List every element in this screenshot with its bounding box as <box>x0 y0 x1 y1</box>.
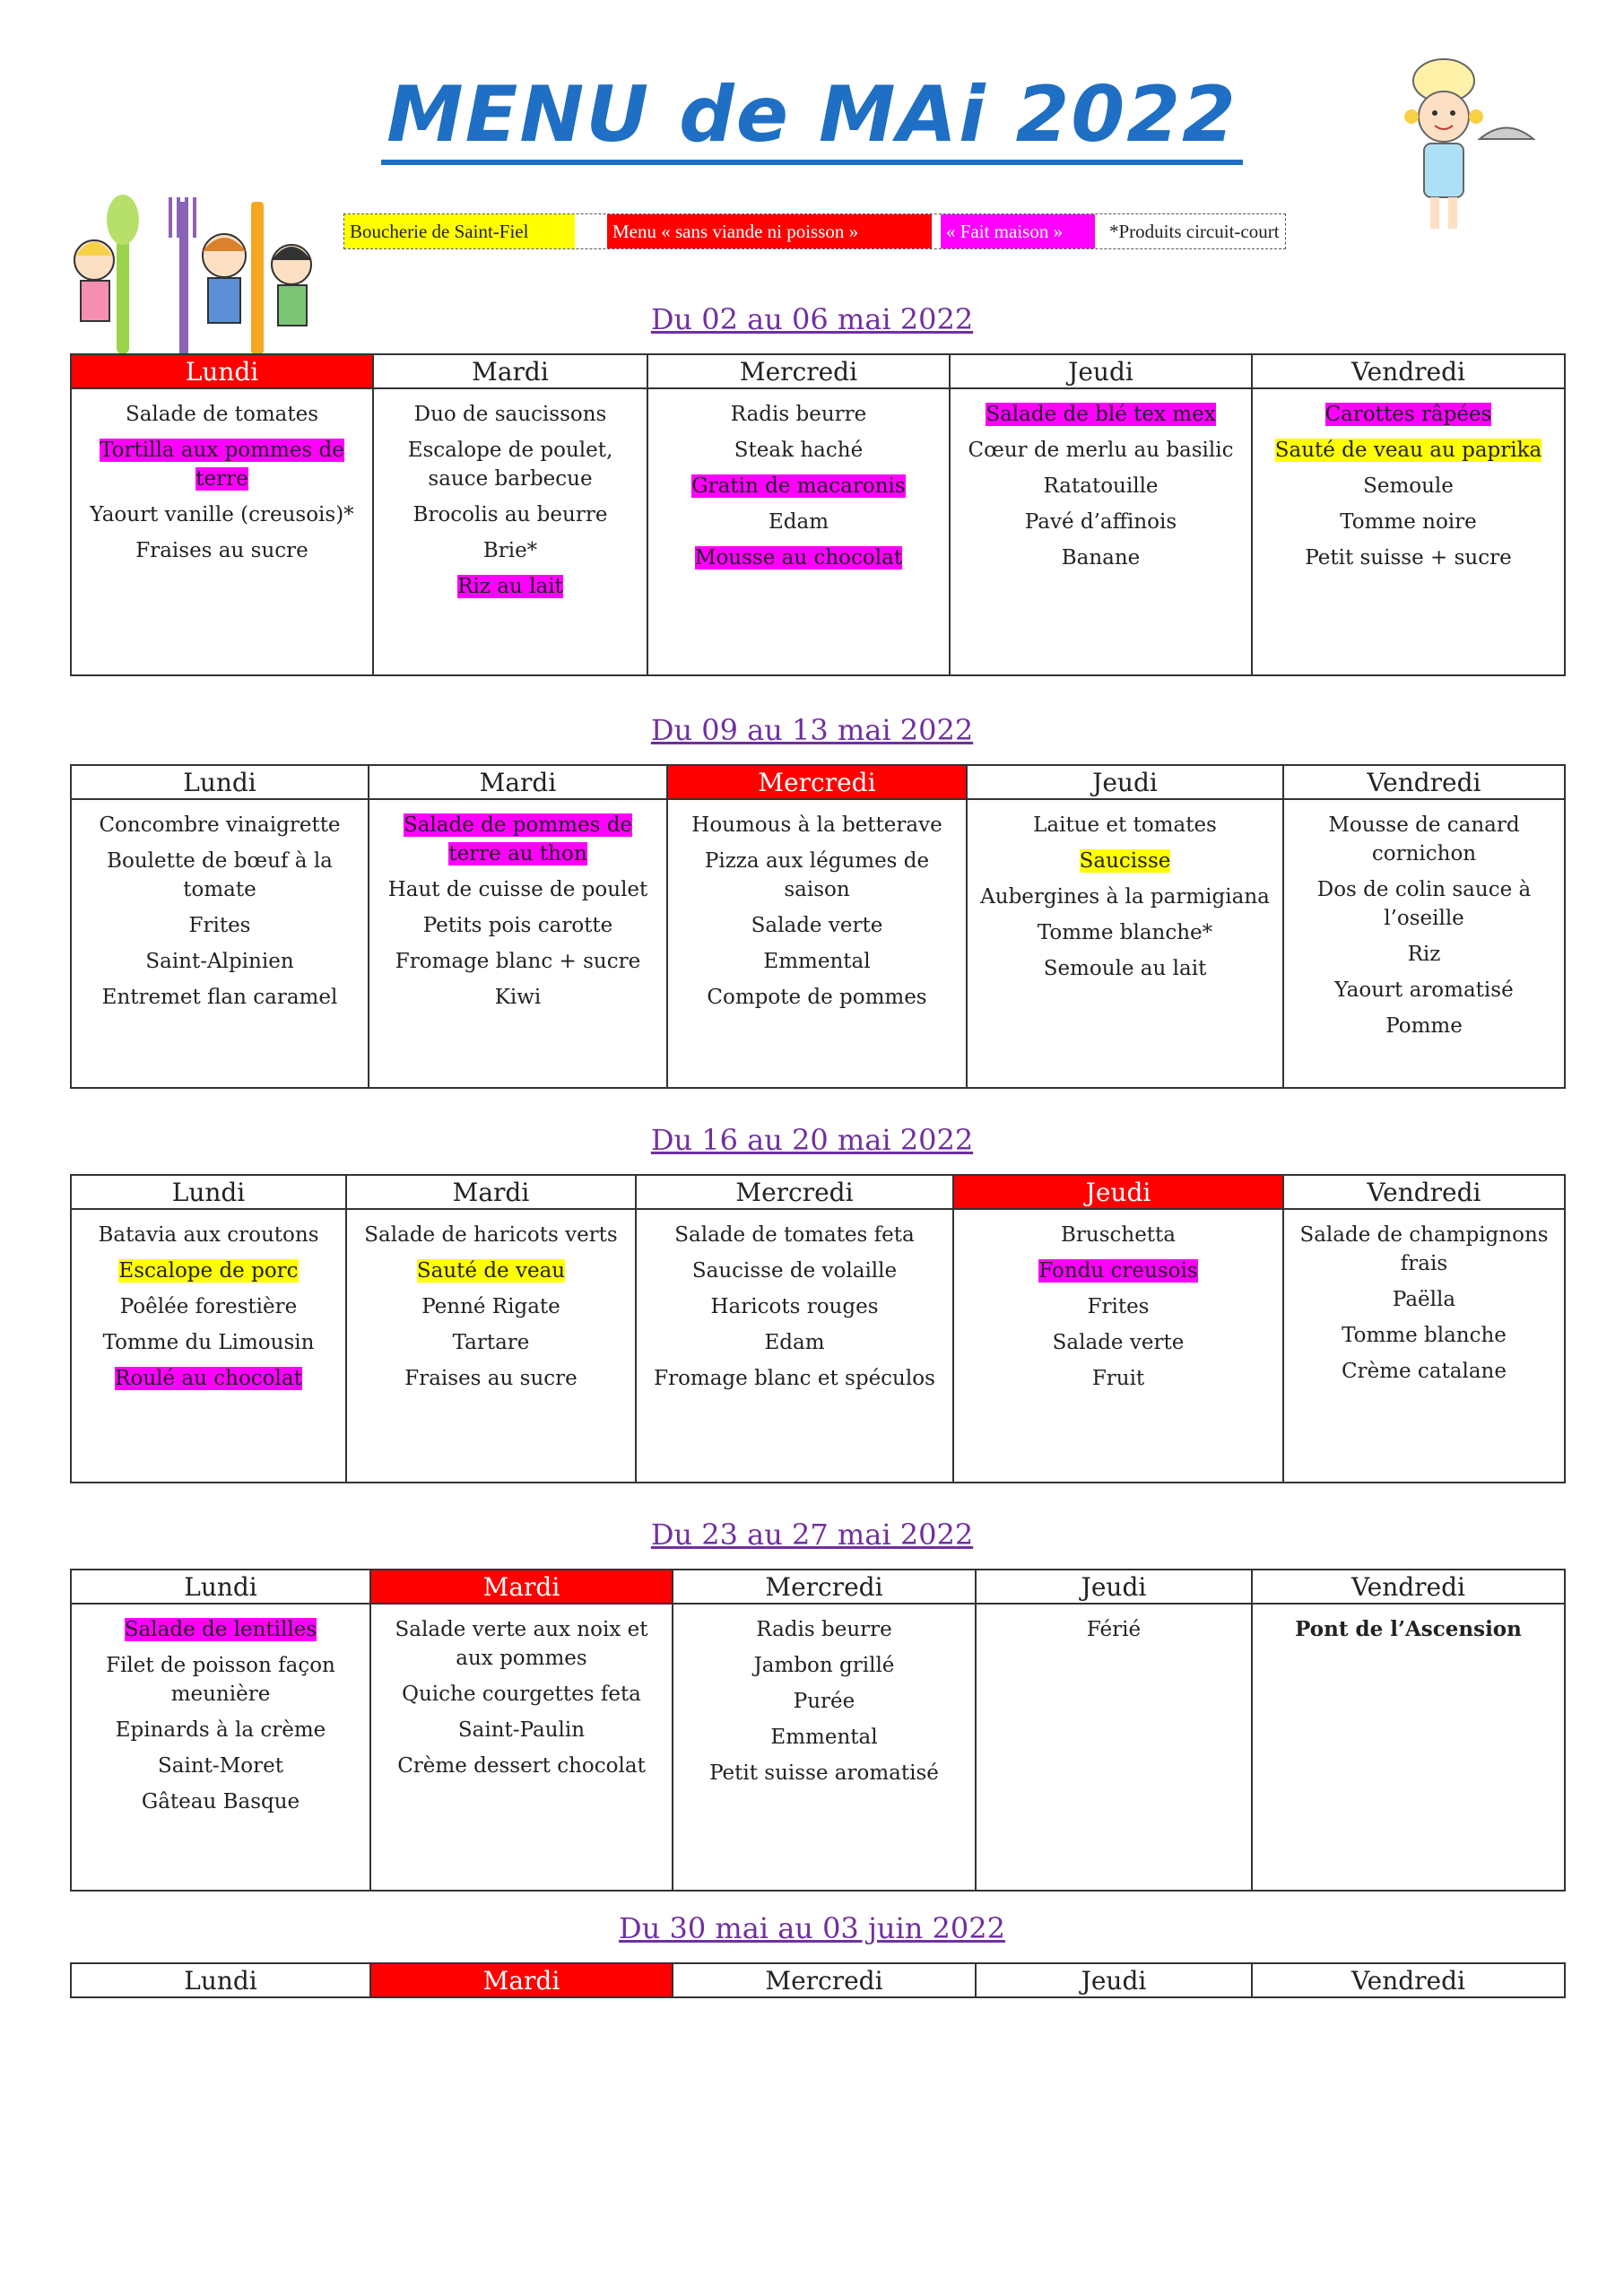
week-title: Du 16 au 20 mai 2022 <box>650 1123 974 1157</box>
menu-item: Fondu creusois <box>1038 1259 1198 1283</box>
week-title: Du 09 au 13 mai 2022 <box>650 713 974 747</box>
menu-item: Salade verte <box>751 914 883 937</box>
menu-item: Brie* <box>482 539 538 562</box>
week-title: Du 23 au 27 mai 2022 <box>650 1518 974 1552</box>
day-header: Vendredi <box>1283 1175 1565 1209</box>
menu-item: Salade verte <box>1052 1331 1185 1354</box>
menu-item: Sauté de veau <box>416 1259 566 1283</box>
day-header: Lundi <box>71 765 369 799</box>
day-header: Jeudi <box>967 765 1283 799</box>
menu-item: Mousse de canard cornichon <box>1328 813 1520 865</box>
menu-item: Mousse au chocolat <box>694 546 903 570</box>
menu-item: Tomme du Limousin <box>102 1331 315 1354</box>
day-header: Mercredi <box>673 1963 976 1997</box>
menu-item: Férié <box>1086 1618 1142 1641</box>
menu-item: Tomme noire <box>1340 510 1477 534</box>
menu-item: Radis beurre <box>756 1618 892 1641</box>
day-header: Lundi <box>71 1570 370 1604</box>
menu-item: Penné Rigate <box>421 1295 560 1318</box>
menu-item: Salade de blé tex mex <box>986 403 1216 426</box>
menu-item: Crème catalane <box>1342 1360 1507 1383</box>
menu-item: Kiwi <box>494 986 542 1009</box>
menu-item: Salade de haricots verts <box>364 1223 618 1247</box>
menu-item: Edam <box>768 510 829 534</box>
menu-item: Radis beurre <box>730 403 867 426</box>
menu-item: Laitue et tomates <box>1033 813 1217 837</box>
menu-item: Pavé d’affinois <box>1024 510 1177 534</box>
menu-item: Tartare <box>452 1331 530 1354</box>
menu-item: Pomme <box>1385 1014 1463 1038</box>
day-header: Mercredi <box>647 354 950 388</box>
menu-item: Riz au lait <box>457 575 563 598</box>
menu-table-week-2 <box>70 764 1566 1089</box>
menu-item: Frites <box>1087 1295 1150 1318</box>
menu-item: Gâteau Basque <box>141 1790 300 1813</box>
chef-girl-illustration <box>1372 54 1551 242</box>
menu-item: Quiche courgettes feta <box>402 1683 641 1706</box>
menu-item: Fraises au sucre <box>404 1367 578 1390</box>
menu-item: Compote de pommes <box>707 986 927 1009</box>
day-header: Jeudi <box>976 1570 1252 1604</box>
menu-item: Petits pois carotte <box>422 914 613 937</box>
menu-item: Salade de champignons frais <box>1299 1223 1549 1275</box>
menu-item: Duo de saucissons <box>413 403 607 426</box>
menu-item: Ratatouille <box>1043 474 1159 498</box>
day-header: Mardi <box>369 765 667 799</box>
menu-item: Bruschetta <box>1060 1223 1177 1247</box>
menu-item: Carottes râpées <box>1324 403 1492 426</box>
menu-item: Frites <box>188 914 251 937</box>
menu-item: Semoule au lait <box>1043 957 1207 980</box>
page-title: MENU de MAi 2022 <box>0 70 1624 160</box>
week-title: Du 02 au 06 mai 2022 <box>650 302 974 336</box>
menu-item: Gratin de macaronis <box>691 474 906 498</box>
menu-item: Tomme blanche <box>1342 1324 1507 1347</box>
menu-item: Tortilla aux pommes de terre <box>100 439 344 491</box>
menu-item: Salade de tomates feta <box>674 1223 915 1247</box>
menu-item: Fraises au sucre <box>135 539 308 562</box>
menu-item: Sauté de veau au paprika <box>1274 439 1542 462</box>
day-header: Mardi <box>373 354 647 388</box>
day-header: Lundi <box>71 1175 346 1209</box>
legend-fait-maison: « Fait maison » <box>941 214 1095 248</box>
menu-item: Pont de l’Ascension <box>1295 1617 1522 1641</box>
menu-item: Salade de pommes de terre au thon <box>403 813 633 865</box>
day-header: Mercredi <box>636 1175 953 1209</box>
menu-item: Epinards à la crème <box>115 1718 326 1742</box>
menu-item: Edam <box>764 1331 825 1354</box>
menu-item: Pizza aux légumes de saison <box>704 849 930 901</box>
day-header: Mardi <box>346 1175 636 1209</box>
menu-item: Paëlla <box>1392 1288 1456 1311</box>
day-header: Mercredi <box>667 765 967 799</box>
day-header: Mardi <box>370 1963 673 1997</box>
menu-table-week-3 <box>70 1174 1566 1483</box>
menu-item: Salade de tomates <box>125 403 319 426</box>
menu-item: Dos de colin sauce à l’oseille <box>1316 878 1532 930</box>
menu-item: Petit suisse aromatisé <box>709 1761 939 1785</box>
menu-item: Emmental <box>770 1726 878 1749</box>
menu-item: Fromage blanc + sucre <box>395 950 641 973</box>
legend-sans-viande: Menu « sans viande ni poisson » <box>607 214 932 248</box>
menu-item: Tomme blanche* <box>1037 921 1213 944</box>
menu-item: Escalope de porc <box>118 1259 299 1283</box>
menu-item: Aubergines à la parmigiana <box>980 885 1270 909</box>
menu-item: Salade de lentilles <box>124 1618 317 1641</box>
menu-item: Yaourt vanille (creusois)* <box>90 503 354 526</box>
menu-item: Concombre vinaigrette <box>99 813 341 837</box>
menu-item: Purée <box>793 1690 855 1713</box>
legend <box>343 213 1286 249</box>
menu-item: Cœur de merlu au basilic <box>968 439 1234 462</box>
day-header: Jeudi <box>953 1175 1283 1209</box>
menu-item: Escalope de poulet, sauce barbecue <box>407 439 613 491</box>
day-header: Vendredi <box>1252 354 1565 388</box>
day-header: Vendredi <box>1283 765 1565 799</box>
menu-table-week-4 <box>70 1569 1566 1892</box>
menu-item: Saint-Paulin <box>457 1718 586 1742</box>
menu-item: Saucisse de volaille <box>691 1259 898 1283</box>
menu-table-week-5 <box>70 1962 1566 1998</box>
menu-item: Riz <box>1407 943 1441 966</box>
menu-item: Semoule <box>1363 474 1454 498</box>
day-header: Lundi <box>71 1963 370 1997</box>
legend-boucherie: Boucherie de Saint-Fiel <box>344 214 575 248</box>
menu-item: Steak haché <box>734 439 864 462</box>
day-header: Lundi <box>71 354 373 388</box>
menu-item: Houmous à la betterave <box>691 813 942 837</box>
day-header: Mardi <box>370 1570 673 1604</box>
menu-item: Banane <box>1061 546 1141 570</box>
menu-item: Haut de cuisse de poulet <box>387 878 648 901</box>
menu-item: Haricots rouges <box>710 1295 879 1318</box>
day-header: Jeudi <box>950 354 1252 388</box>
day-header: Jeudi <box>976 1963 1252 1997</box>
week-title: Du 30 mai au 03 juin 2022 <box>619 1911 1005 1945</box>
day-header: Vendredi <box>1252 1570 1565 1604</box>
menu-item: Jambon grillé <box>753 1654 895 1677</box>
menu-item: Brocolis au beurre <box>413 503 608 526</box>
menu-item: Fruit <box>1091 1367 1145 1390</box>
menu-item: Saucisse <box>1079 849 1171 873</box>
menu-item: Saint-Alpinien <box>145 950 294 973</box>
menu-item: Filet de poisson façon meunière <box>106 1654 335 1706</box>
day-header: Vendredi <box>1252 1963 1565 1997</box>
legend-circuit-court: *Produits circuit-court <box>1109 221 1280 242</box>
menu-item: Salade verte aux noix et aux pommes <box>395 1618 648 1670</box>
menu-item: Poêlée forestière <box>119 1295 298 1318</box>
menu-item: Emmental <box>763 950 871 973</box>
menu-item: Roulé au chocolat <box>115 1367 302 1390</box>
menu-item: Batavia aux croutons <box>98 1223 319 1247</box>
menu-item: Fromage blanc et spéculos <box>654 1367 935 1390</box>
day-header: Mercredi <box>673 1570 976 1604</box>
menu-item: Boulette de bœuf à la tomate <box>107 849 333 901</box>
menu-item: Crème dessert chocolat <box>397 1754 646 1778</box>
menu-item: Entremet flan caramel <box>101 986 338 1009</box>
menu-table-week-1 <box>70 353 1566 676</box>
menu-item: Saint-Moret <box>158 1754 283 1778</box>
menu-item: Petit suisse + sucre <box>1305 546 1512 570</box>
menu-item: Yaourt aromatisé <box>1334 978 1514 1002</box>
